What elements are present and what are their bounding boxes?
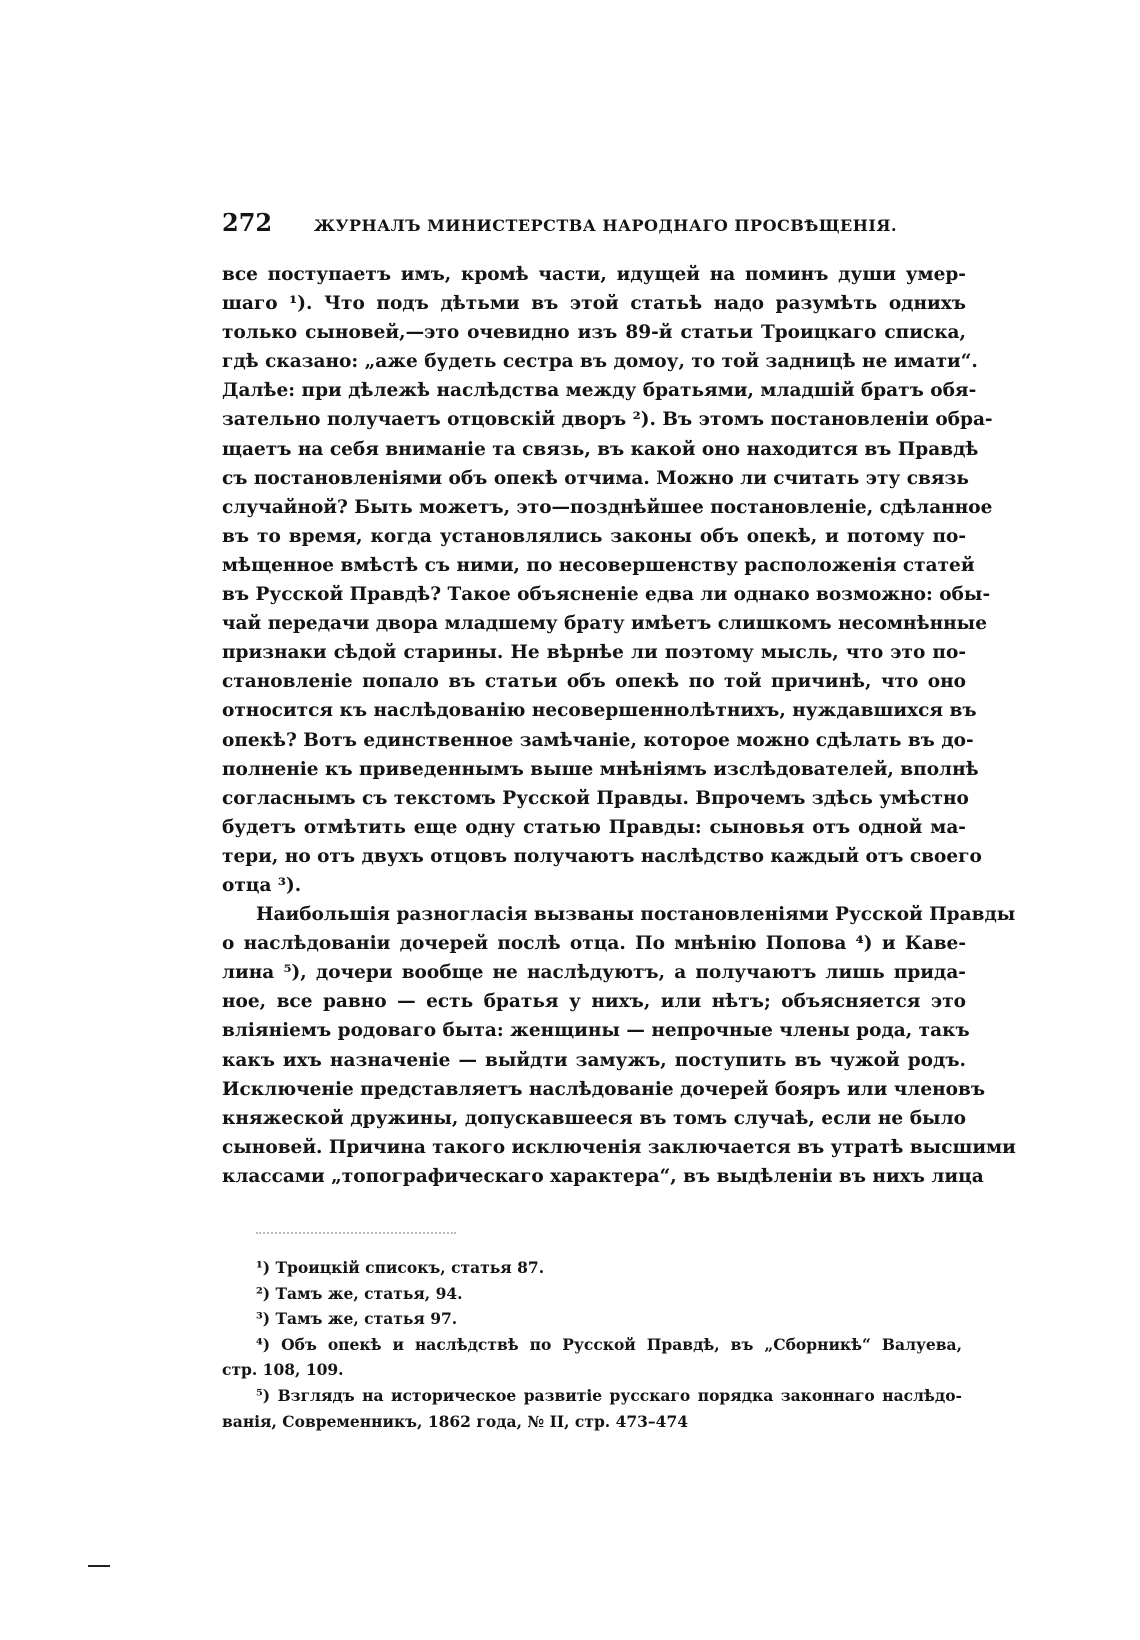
page-number: 272	[222, 208, 273, 237]
footnote-continuation: ванія, Современникъ, 1862 года, № II, стр. 473–474	[222, 1411, 689, 1431]
text-line: относится къ наслѣдованію несовершеннолѣтнихъ, нуждавшихся въ	[222, 700, 977, 722]
text-line: признаки сѣдой старины. Не вѣрнѣе ли поэтому мысль, что это по-	[222, 642, 966, 664]
main-text	[222, 260, 1016, 1191]
page-header	[222, 208, 962, 237]
footnote: ⁴) Объ опекѣ и наслѣдствѣ по Русской Правдѣ, въ „Сборникѣ“ Валуева,	[256, 1334, 962, 1354]
text-line: классами „топографическаго характера“, въ выдѣленіи въ нихъ лица	[222, 1165, 984, 1187]
text-line: въ Русской Правдѣ? Такое объясненіе едва ли однако возможно: обы-	[222, 584, 991, 606]
text-line: о наслѣдованіи дочерей послѣ отца. По мнѣнію Попова ⁴) и Каве-	[222, 933, 966, 955]
text-line: тери, но отъ двухъ отцовъ получаютъ наслѣдство каждый отъ своего	[222, 845, 982, 867]
footnotes	[222, 1255, 962, 1434]
text-line: лина ⁵), дочери вообще не наслѣдуютъ, а получаютъ лишь прида-	[222, 962, 966, 984]
footnote: ³) Тамъ же, статья 97.	[256, 1309, 458, 1329]
footnote: ⁵) Взглядъ на историческое развитіе русскаго порядка законнаго наслѣдо-	[256, 1385, 962, 1405]
text-line: будетъ отмѣтить еще одну статью Правды: сыновья отъ одной ма-	[222, 816, 966, 838]
text-line: щаетъ на себя вниманіе та связь, въ какой оно находится въ Правдѣ	[222, 438, 979, 460]
text-line: сыновей. Причина такого исключенія заключается въ утратѣ высшими	[222, 1136, 1016, 1158]
margin-mark	[88, 1565, 110, 1567]
footnote-continuation: стр. 108, 109.	[222, 1360, 344, 1380]
text-line: мѣщенное вмѣстѣ съ ними, по несовершенству расположенія статей	[222, 554, 975, 576]
text-line: шаго ¹). Что подъ дѣтьми въ этой статьѣ надо разумѣть однихъ	[222, 293, 966, 315]
footnote: ¹) Троицкій списокъ, статья 87.	[256, 1258, 545, 1277]
text-line: Исключеніе представляетъ наслѣдованіе дочерей бояръ или членовъ	[222, 1078, 986, 1100]
text-line: гдѣ сказано: „аже будеть сестра въ домоу, то той задницѣ не имати“.	[222, 351, 978, 373]
text-line: становленіе попало въ статьи объ опекѣ по той причинѣ, что оно	[222, 671, 966, 693]
text-line: все поступаетъ имъ, кромѣ части, идущей на поминъ души умер-	[222, 264, 966, 285]
text-line: въ то время, когда установлялись законы объ опекѣ, и потому по-	[222, 525, 966, 547]
text-line: только сыновей,—это очевидно изъ 89-й статьи Троицкаго списка,	[222, 322, 966, 344]
text-line: отца ³).	[222, 874, 302, 896]
text-line: чай передачи двора младшему брату имѣетъ слишкомъ несомнѣнные	[222, 613, 987, 635]
text-line: ное, все равно — есть братья у нихъ, или нѣтъ; объясняется это	[222, 991, 966, 1013]
text-line: вліяніемъ родоваго быта: женщины — непрочные члены рода, такъ	[222, 1020, 970, 1042]
text-line: полненіе къ приведеннымъ выше мнѣніямъ изслѣдователей, вполнѣ	[222, 758, 979, 780]
running-head: ЖУРНАЛЪ МИНИСТЕРСТВА НАРОДНАГО ПРОСВѢЩЕНІЯ.	[314, 216, 898, 235]
text-line: случайной? Быть можетъ, это—позднѣйшее постановленіе, сдѣланное	[222, 496, 993, 518]
text-line: согласнымъ съ текстомъ Русской Правды. Впрочемъ здѣсь умѣстно	[222, 787, 969, 809]
text-line: зательно получаетъ отцовскій дворъ ²). Въ этомъ постановленіи обра-	[222, 409, 993, 431]
footnote: ²) Тамъ же, статья, 94.	[256, 1283, 463, 1303]
cut-off-line	[256, 1232, 456, 1234]
text-line: княжеской дружины, допускавшееся въ томъ случаѣ, если не было	[222, 1107, 966, 1129]
text-line: съ постановленіями объ опекѣ отчима. Можно ли считать эту связь	[222, 467, 969, 489]
text-line: какъ ихъ назначеніе — выйдти замужъ, поступить въ чужой родъ.	[222, 1049, 966, 1071]
text-line: Наибольшія разногласія вызваны постановленіями Русской Правды	[256, 904, 1016, 926]
text-line: Далѣе: при дѣлежѣ наслѣдства между братьями, младшій братъ обя-	[222, 380, 977, 402]
text-line: опекѣ? Вотъ единственное замѣчаніе, которое можно сдѣлать въ до-	[222, 729, 974, 751]
